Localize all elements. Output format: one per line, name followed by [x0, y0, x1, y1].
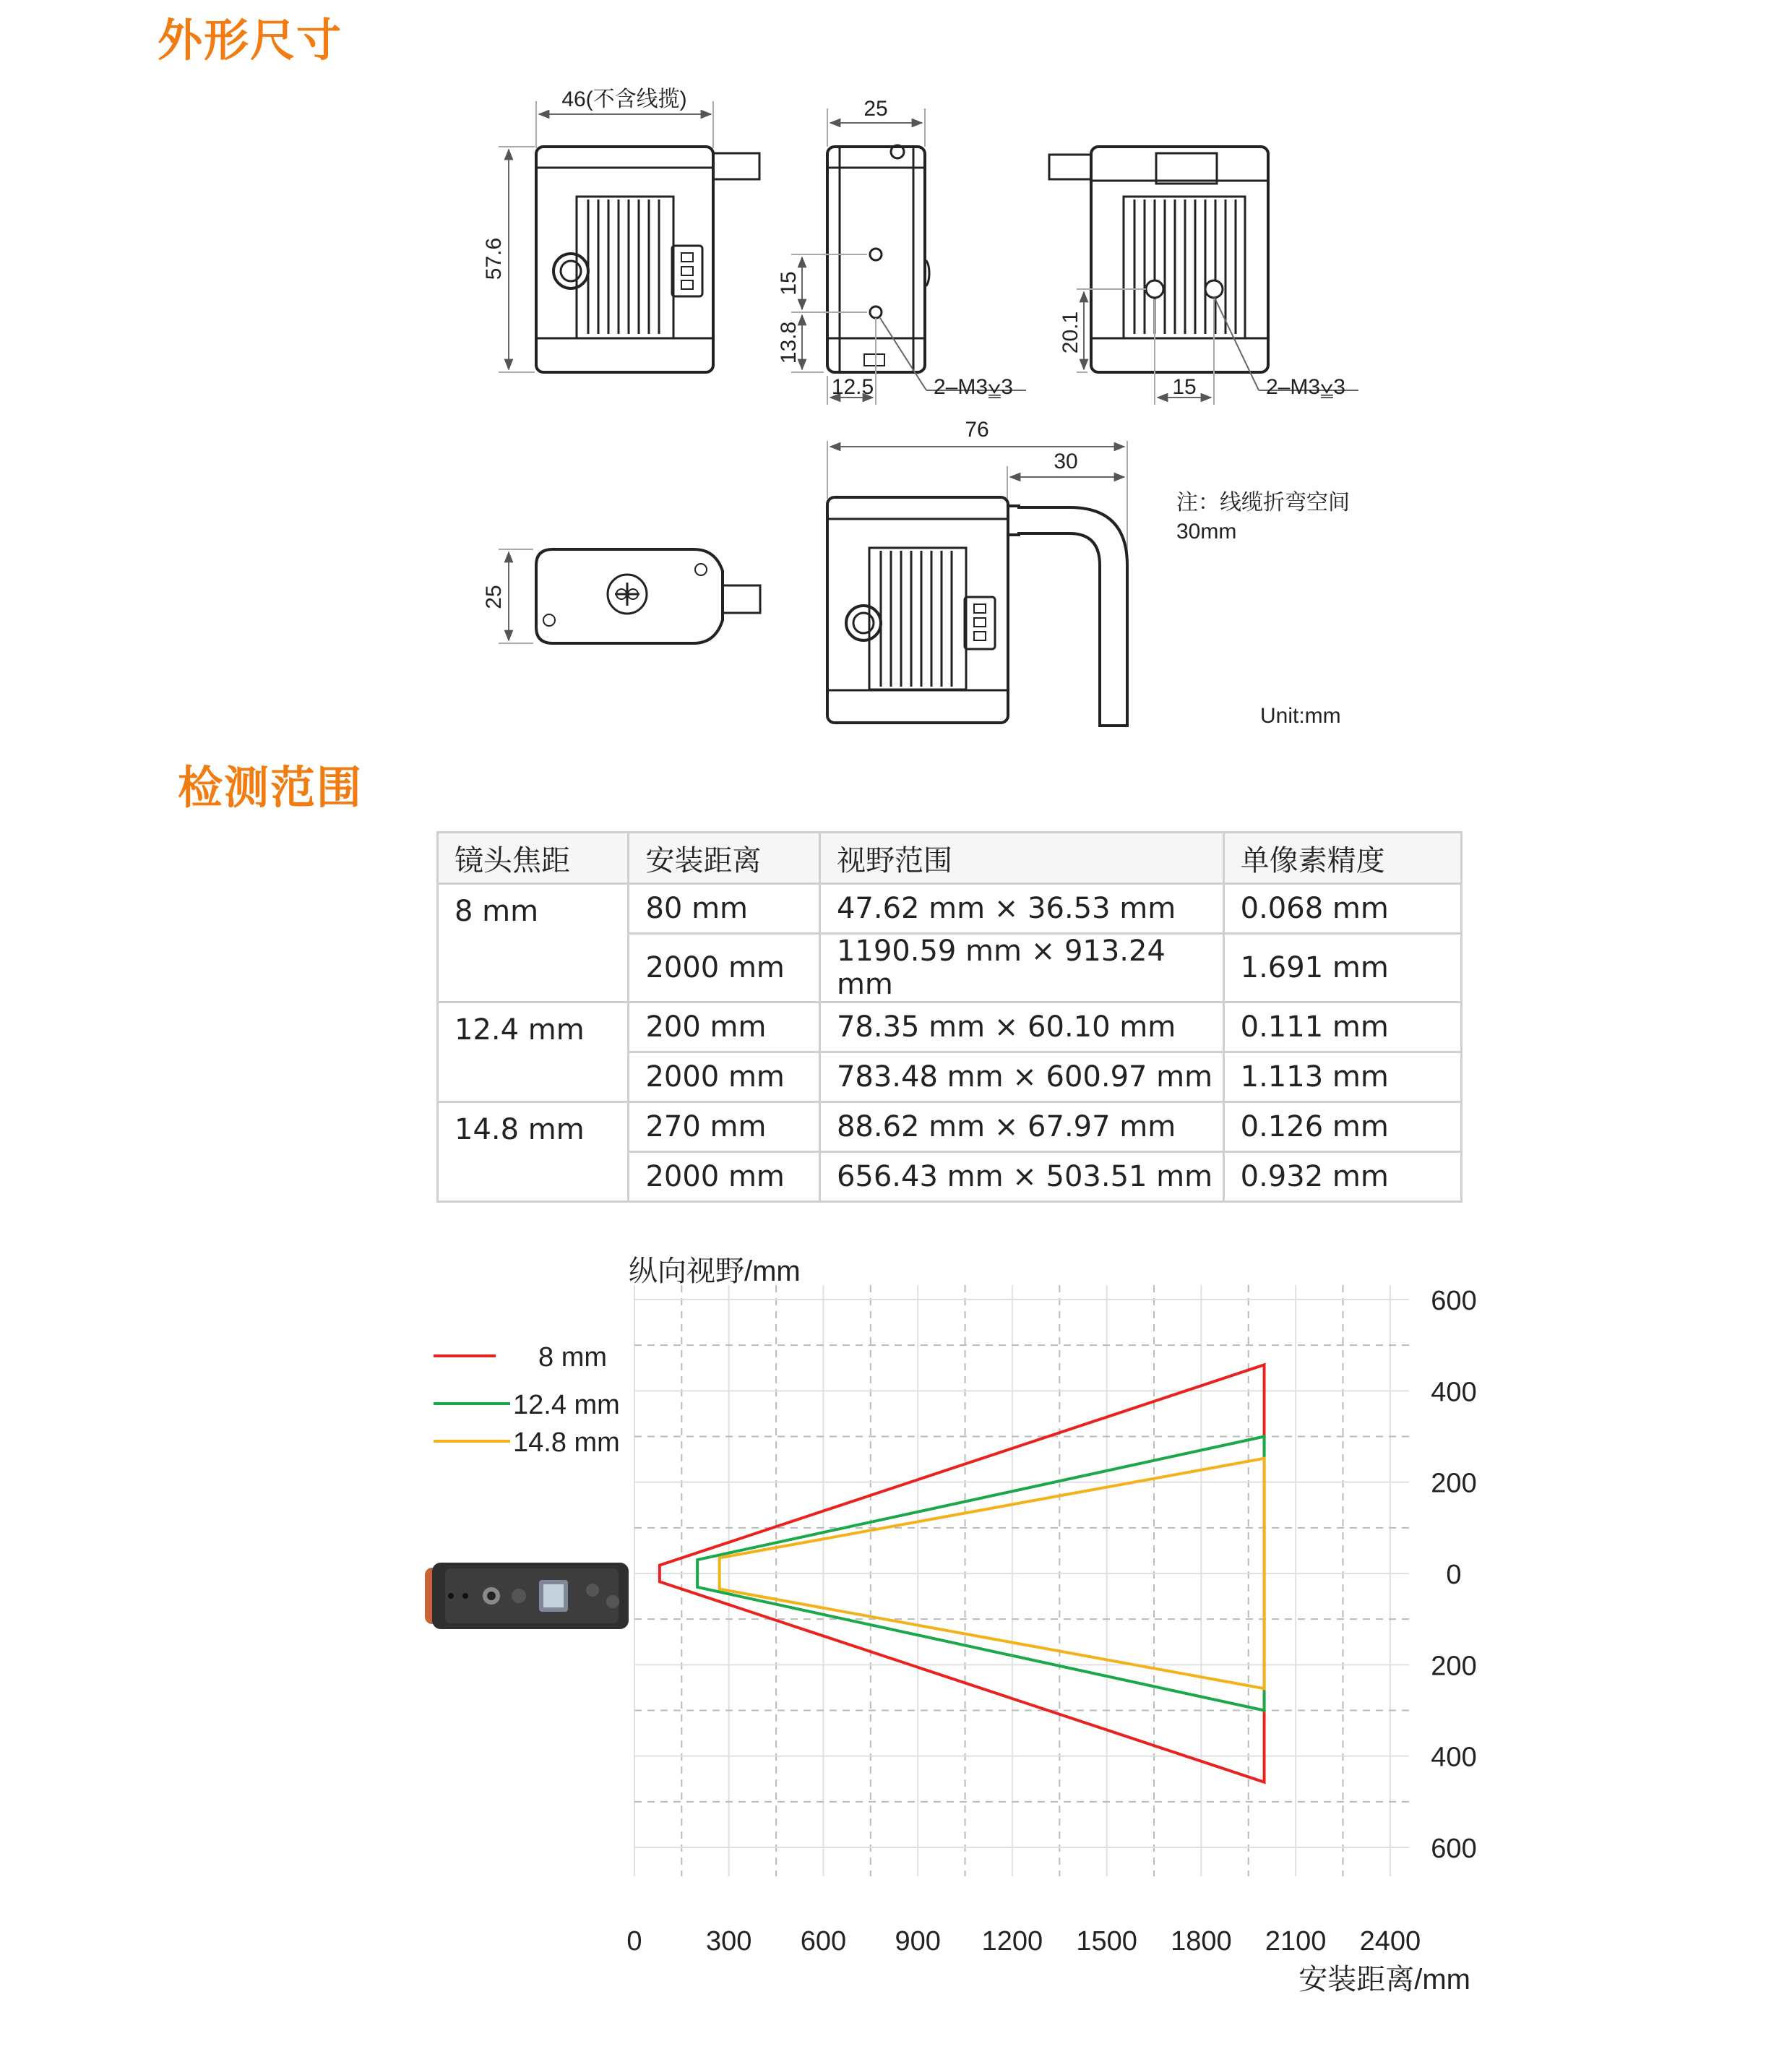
legend-label: 14.8 mm	[513, 1427, 620, 1458]
x-axis	[626, 1926, 1421, 1957]
distance-cell: 200 mm	[629, 1002, 820, 1052]
side-dim-12-5-label: 12.5	[831, 375, 874, 399]
focal-cell: 14.8 mm	[438, 1102, 629, 1202]
front-height-label: 57.6	[482, 237, 506, 280]
precision-cell: 0.068 mm	[1223, 884, 1461, 934]
header-precision: 单像素精度	[1223, 833, 1461, 884]
x-tick-label: 2400	[1359, 1926, 1421, 1957]
x-tick-label: 1200	[981, 1926, 1043, 1957]
fov-chart	[0, 1229, 1792, 2024]
note-line-1: 注：线缆折弯空间	[1176, 491, 1350, 515]
precision-cell: 1.691 mm	[1223, 934, 1461, 1002]
dimensions-title: 外形尺寸	[158, 14, 343, 66]
fov-cell: 47.62 mm × 36.53 mm	[819, 884, 1223, 934]
focal-cell: 12.4 mm	[438, 1002, 629, 1102]
y-axis-title: 纵向视野/mm	[629, 1255, 801, 1287]
x-tick-label: 1800	[1171, 1926, 1232, 1957]
cable-bend-label: 30	[1054, 450, 1078, 473]
header-distance: 安装距离	[629, 833, 820, 884]
x-tick-label: 1500	[1076, 1926, 1137, 1957]
side-screw-depth: 3	[1001, 375, 1013, 399]
distance-cell: 2000 mm	[629, 934, 820, 1002]
back-screw-depth: 3	[1333, 375, 1345, 399]
fov-cell: 783.48 mm × 600.97 mm	[819, 1052, 1223, 1102]
precision-cell: 0.126 mm	[1223, 1102, 1461, 1152]
distance-cell: 2000 mm	[629, 1152, 820, 1202]
distance-cell: 270 mm	[629, 1102, 820, 1152]
chart-grid	[634, 1285, 1409, 1876]
back-dim-20-1-label: 20.1	[1059, 311, 1082, 354]
top-height-label: 25	[482, 585, 506, 609]
precision-cell: 0.932 mm	[1223, 1152, 1461, 1202]
note-line-2: 30mm	[1176, 520, 1237, 544]
table-header-row	[438, 833, 1462, 884]
focal-cell: 8 mm	[438, 884, 629, 1002]
header-focal: 镜头焦距	[438, 833, 629, 884]
front-width-label: 46(不含线揽)	[561, 87, 687, 111]
x-tick-label: 600	[800, 1926, 847, 1957]
depth-symbol: ⩣	[988, 375, 1001, 399]
precision-cell: 1.113 mm	[1223, 1052, 1461, 1102]
chart-legend	[434, 1342, 620, 1458]
side-view	[791, 108, 1026, 405]
fov-cell: 1190.59 mm × 913.24 mm	[819, 934, 1223, 1002]
table-row	[438, 1102, 1462, 1152]
front-view	[499, 101, 759, 372]
fov-cell: 88.62 mm × 67.97 mm	[819, 1102, 1223, 1152]
y-tick-label: 0	[1446, 1560, 1462, 1590]
side-screw-label	[934, 375, 1013, 399]
table-row	[438, 1002, 1462, 1052]
y-tick-label: 200	[1431, 1468, 1477, 1499]
dimension-drawing	[0, 0, 1792, 737]
side-width-label: 25	[863, 97, 888, 121]
x-axis-title: 安装距离/mm	[1298, 1964, 1470, 1996]
top-view	[499, 549, 760, 643]
overall-length-label: 76	[965, 418, 989, 442]
fov-cell: 78.35 mm × 60.10 mm	[819, 1002, 1223, 1052]
y-tick-label: 400	[1431, 1377, 1477, 1408]
unit-label: Unit:mm	[1260, 704, 1341, 728]
legend-label: 8 mm	[538, 1342, 607, 1373]
header-fov: 视野范围	[819, 833, 1223, 884]
side-dim-15-label: 15	[777, 271, 801, 296]
side-screw-spec: 2–M3	[934, 375, 988, 399]
y-tick-label: 400	[1431, 1742, 1477, 1773]
x-tick-label: 900	[895, 1926, 941, 1957]
y-axis	[1431, 1286, 1476, 1864]
y-tick-label: 600	[1431, 1834, 1477, 1864]
x-tick-label: 2100	[1265, 1926, 1327, 1957]
depth-symbol: ⩣	[1320, 375, 1334, 399]
table-row	[438, 884, 1462, 934]
back-dim-15-label: 15	[1172, 375, 1197, 399]
fov-cell: 656.43 mm × 503.51 mm	[819, 1152, 1223, 1202]
distance-cell: 80 mm	[629, 884, 820, 934]
y-tick-label: 600	[1431, 1286, 1477, 1316]
distance-cell: 2000 mm	[629, 1052, 820, 1102]
precision-cell: 0.111 mm	[1223, 1002, 1461, 1052]
detection-range-title: 检测范围	[178, 761, 363, 814]
cable-view	[827, 441, 1127, 726]
back-screw-spec: 2–M3	[1266, 375, 1321, 399]
x-tick-label: 0	[626, 1926, 642, 1957]
back-screw-label	[1266, 375, 1345, 399]
back-view	[1049, 147, 1358, 405]
detection-range-table	[436, 831, 1463, 1203]
x-tick-label: 300	[706, 1926, 752, 1957]
legend-label: 12.4 mm	[513, 1390, 620, 1420]
y-tick-label: 200	[1431, 1651, 1477, 1682]
camera-photo	[425, 1563, 629, 1629]
side-dim-13-8-label: 13.8	[777, 321, 801, 364]
